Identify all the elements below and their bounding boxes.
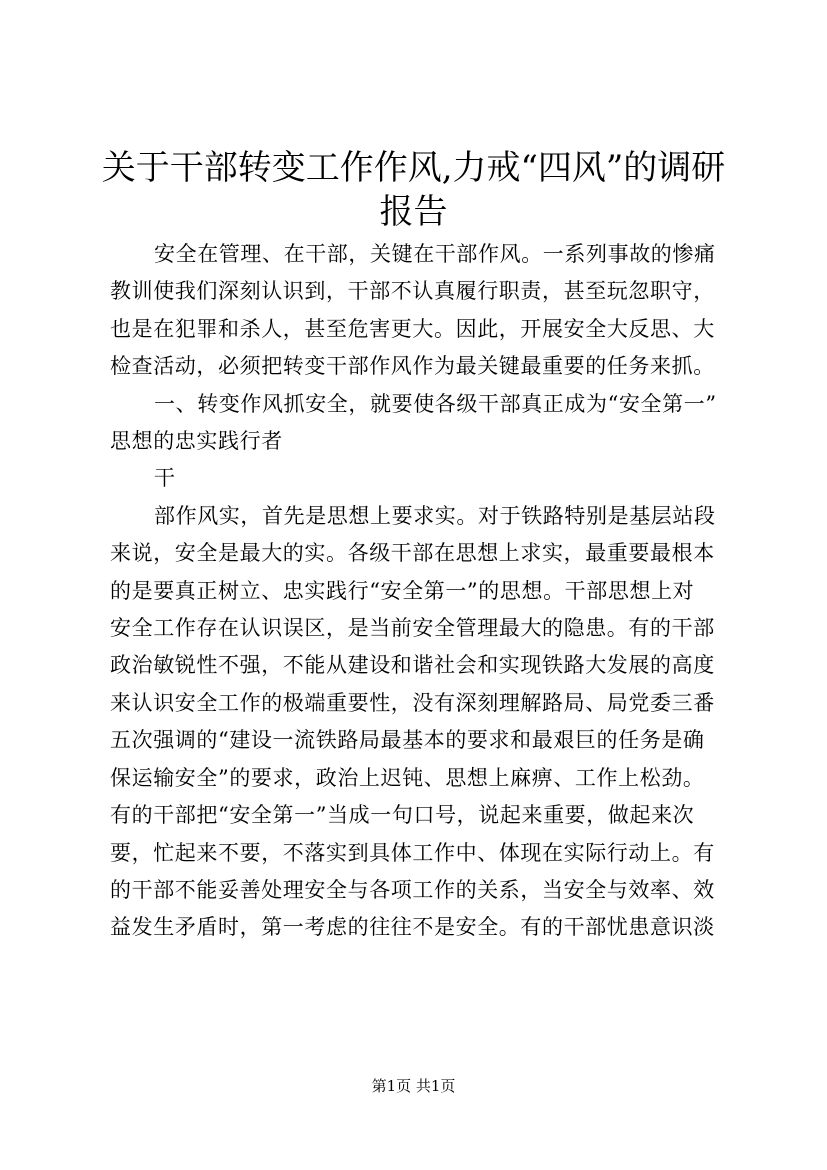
body-text-line: 有的干部把“安全第一”当成一句口号，说起来重要，做起来次 bbox=[110, 803, 695, 828]
body-text-line: 检查活动，必须把转变干部作风作为最关键最重要的任务来抓。 bbox=[110, 354, 715, 379]
document-title: 关于干部转变工作作风,力戒“四风”的调研 bbox=[101, 148, 726, 188]
body-text-line: 安全在管理、在干部，关键在干部作风。一系列事故的惨痛 bbox=[154, 242, 716, 266]
body-text-line: 一、转变作风抓安全，就要使各级干部真正成为“安全第一” bbox=[154, 391, 717, 416]
body-text-line: 来认识安全工作的极端重要性，没有深刻理解路局、局党委三番 bbox=[110, 690, 715, 715]
body-text-line: 安全工作存在认识误区，是当前安全管理最大的隐患。有的干部 bbox=[110, 616, 715, 641]
body-text-line: 干 bbox=[154, 466, 176, 491]
body-text-line: 教训使我们深刻认识到，干部不认真履行职责，甚至玩忽职守， bbox=[110, 279, 715, 304]
document-body bbox=[110, 236, 750, 947]
body-text-line: 益发生矛盾时，第一考虑的往往不是安全。有的干部忧患意识淡 bbox=[110, 915, 715, 940]
page-footer: 第1页 共1页 bbox=[371, 1077, 456, 1095]
body-text-line: 部作风实，首先是思想上要求实。对于铁路特别是基层站段 bbox=[154, 503, 716, 528]
document-title-continued: 报告 bbox=[379, 192, 448, 232]
body-text-line: 政治敏锐性不强，不能从建设和谐社会和实现铁路大发展的高度 bbox=[110, 653, 715, 678]
body-text-line: 要，忙起来不要，不落实到具体工作中、体现在实际行动上。有 bbox=[110, 840, 715, 865]
body-text-line: 思想的忠实践行者 bbox=[110, 429, 283, 454]
body-text-line: 五次强调的“建设一流铁路局最基本的要求和最艰巨的任务是确 bbox=[110, 728, 705, 753]
body-text-line: 的干部不能妥善处理安全与各项工作的关系，当安全与效率、效 bbox=[110, 877, 715, 902]
body-text-line: 的是要真正树立、忠实践行“安全第一”的思想。干部思想上对 bbox=[110, 578, 695, 603]
body-text-line: 保运输安全”的要求，政治上迟钝、思想上麻痹、工作上松劲。 bbox=[110, 765, 705, 790]
body-text-line: 也是在犯罪和杀人，甚至危害更大。因此，开展安全大反思、大 bbox=[110, 316, 715, 341]
body-text-line: 来说，安全是最大的实。各级干部在思想上求实，最重要最根本 bbox=[110, 541, 715, 566]
